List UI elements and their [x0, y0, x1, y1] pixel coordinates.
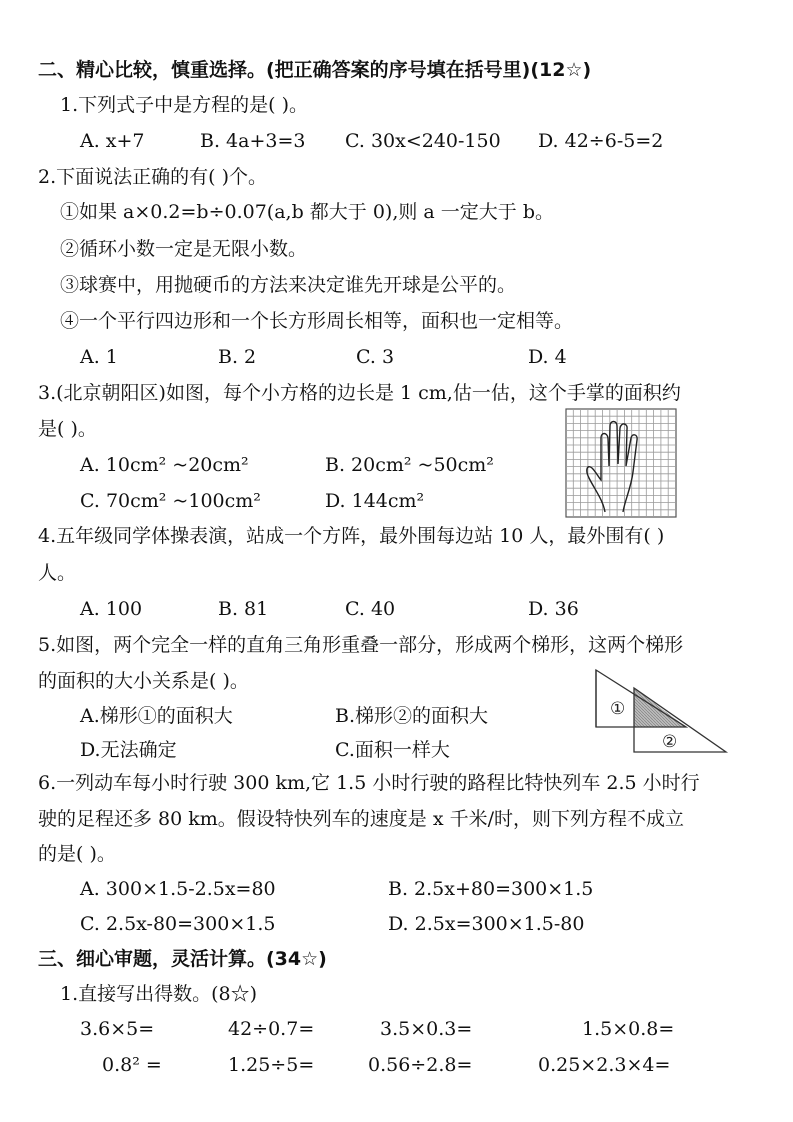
calc-item: 3.6×5=: [80, 1018, 155, 1040]
q2-option-b[interactable]: B. 2: [218, 346, 257, 368]
hand-grid-figure: [565, 408, 677, 518]
q6-option-a[interactable]: A. 300×1.5-2.5x=80: [80, 878, 276, 900]
section3-heading: 三、细心审题，灵活计算。(34☆): [38, 948, 327, 970]
q1-option-b[interactable]: B. 4a+3=3: [200, 130, 306, 152]
q3-stem-line2: 是( )。: [38, 418, 97, 440]
q5-option-c[interactable]: C.面积一样大: [335, 739, 450, 761]
q5-stem-line1: 5.如图，两个完全一样的直角三角形重叠一部分，形成两个梯形，这两个梯形: [38, 634, 684, 656]
calc-item: 3.5×0.3=: [380, 1018, 473, 1040]
q6-stem-line3: 的是( )。: [38, 843, 116, 865]
q6-stem-line1: 6.一列动车每小时行驶 300 km,它 1.5 小时行驶的路程比特快列车 2.5 小时行: [38, 772, 700, 794]
q2-stem: 2.下面说法正确的有( )个。: [38, 166, 267, 188]
q1-option-d[interactable]: D. 42÷6-5=2: [538, 130, 664, 152]
q5-option-b[interactable]: B.梯形②的面积大: [335, 705, 489, 727]
q6-option-d[interactable]: D. 2.5x=300×1.5-80: [388, 913, 585, 935]
q2-option-d[interactable]: D. 4: [528, 346, 567, 368]
q4-option-d[interactable]: D. 36: [528, 598, 579, 620]
q3-option-b[interactable]: B. 20cm² ~50cm²: [325, 454, 494, 476]
q3-option-a[interactable]: A. 10cm² ~20cm²: [80, 454, 249, 476]
q4-option-a[interactable]: A. 100: [80, 598, 143, 620]
q6-stem-line2: 驶的足程还多 80 km。假设特快列车的速度是 x 千米/时，则下列方程不成立: [38, 808, 684, 830]
trapezoid-2-label: ②: [662, 732, 678, 752]
triangles-figure: [590, 666, 730, 758]
q2-statement-1: ①如果 a×0.2=b÷0.07(a,b 都大于 0),则 a 一定大于 b。: [60, 201, 554, 223]
q4-stem-line1: 4.五年级同学体操表演，站成一个方阵，最外围每边站 10 人，最外围有( ): [38, 525, 665, 547]
q6-option-b[interactable]: B. 2.5x+80=300×1.5: [388, 878, 594, 900]
calc-item: 0.25×2.3×4=: [538, 1054, 671, 1076]
q4-option-b[interactable]: B. 81: [218, 598, 269, 620]
trapezoid-1-label: ①: [610, 699, 626, 719]
q1-stem: 1.下列式子中是方程的是( )。: [60, 94, 308, 116]
calc-item: 42÷0.7=: [228, 1018, 315, 1040]
q2-option-a[interactable]: A. 1: [80, 346, 118, 368]
q5-option-d[interactable]: D.无法确定: [80, 739, 177, 761]
q3-stem-line1: 3.(北京朝阳区)如图，每个小方格的边长是 1 cm,估一估，这个手掌的面积约: [38, 382, 681, 404]
q5-stem-line2: 的面积的大小关系是( )。: [38, 670, 249, 692]
q2-option-c[interactable]: C. 3: [356, 346, 395, 368]
q2-statement-3: ③球赛中，用抛硬币的方法来决定谁先开球是公平的。: [60, 274, 517, 296]
q1-option-c[interactable]: C. 30x<240-150: [345, 130, 501, 152]
q4-option-c[interactable]: C. 40: [345, 598, 396, 620]
calc-item: 1.25÷5=: [228, 1054, 315, 1076]
q3-option-c[interactable]: C. 70cm² ~100cm²: [80, 490, 261, 512]
q5-option-a[interactable]: A.梯形①的面积大: [80, 705, 233, 727]
q2-statement-4: ④一个平行四边形和一个长方形周长相等，面积也一定相等。: [60, 310, 574, 332]
q1-option-a[interactable]: A. x+7: [80, 130, 145, 152]
section2-heading: 二、精心比较，慎重选择。(把正确答案的序号填在括号里)(12☆): [38, 59, 592, 81]
q4-stem-line2: 人。: [38, 562, 77, 584]
s3-q1-stem: 1.直接写出得数。(8☆): [60, 983, 258, 1005]
q6-option-c[interactable]: C. 2.5x-80=300×1.5: [80, 913, 276, 935]
q3-option-d[interactable]: D. 144cm²: [325, 490, 425, 512]
q2-statement-2: ②循环小数一定是无限小数。: [60, 238, 308, 260]
calc-item: 0.56÷2.8=: [368, 1054, 473, 1076]
calc-item: 1.5×0.8=: [582, 1018, 675, 1040]
calc-item: 0.8² =: [102, 1054, 162, 1076]
